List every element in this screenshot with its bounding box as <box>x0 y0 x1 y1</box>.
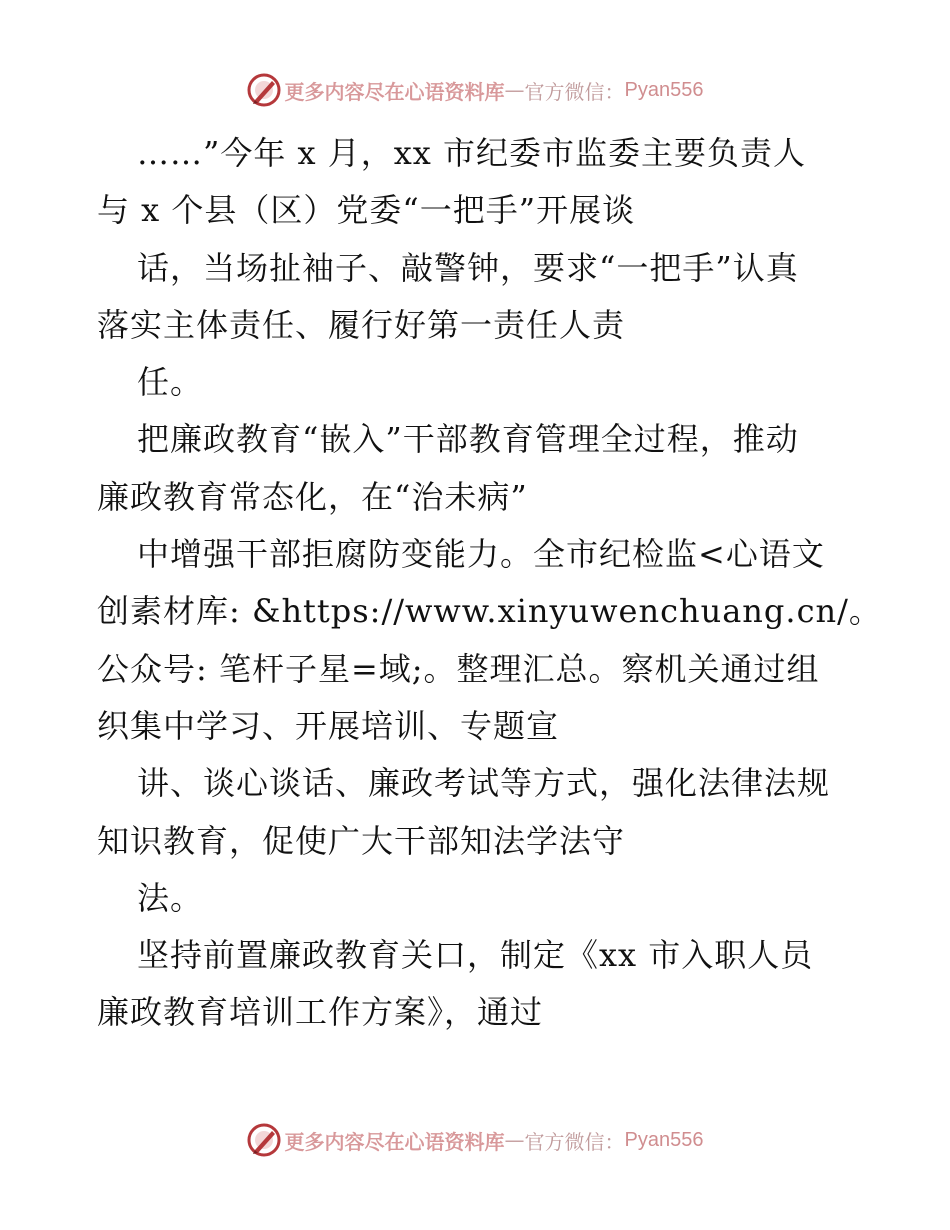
text-line: ……”今年 x 月，xx 市纪委市监委主要负责人 <box>137 134 807 172</box>
document-body <box>97 125 882 1042</box>
banner-wechat-label: 官方微信： <box>524 79 625 104</box>
banner-brand-text: 更多内容尽在心语资料库 <box>284 1129 505 1154</box>
text-line: 把廉政教育“嵌入”干部教育管理全过程，推动 <box>137 420 799 459</box>
text-line: 话，当场扯袖子、敲警钟，要求“一把手”认真 <box>137 248 799 287</box>
text-line: 知识教育，促使广大干部知法学法守 <box>97 821 626 860</box>
text-line: 坚持前置廉政教育关口，制定《xx 市入职人员 <box>137 936 814 975</box>
text-line: 与 x 个县（区）党委“一把手”开展谈 <box>97 191 636 230</box>
banner-wechat-label: 官方微信： <box>524 1129 625 1154</box>
text-line: 法。 <box>137 878 204 917</box>
banner-brand-text: 更多内容尽在心语资料库 <box>284 79 505 104</box>
text-line: 织集中学习、开展培训、专题宣 <box>97 706 560 745</box>
banner-account: Pyan556 <box>624 1128 704 1151</box>
text-line: 创素材库: &https://www.xinyuwenchuang.cn/。 <box>97 592 882 631</box>
banner-separator: — <box>504 1128 525 1152</box>
text-line: 中增强干部拒腐防变能力。全市纪检监<心语文 <box>137 535 825 574</box>
text-line: 公众号: 笔杆子星=域;。整理汇总。察机关通过组 <box>97 649 820 688</box>
text-line: 任。 <box>137 363 204 402</box>
text-line: 廉政教育培训工作方案》，通过 <box>97 993 544 1032</box>
text-line: 落实主体责任、履行好第一责任人责 <box>97 305 626 344</box>
text-line: 讲、谈心谈话、廉政考试等方式，强化法律法规 <box>137 764 831 803</box>
pen-logo-icon <box>247 73 281 107</box>
footer-banner <box>0 1120 950 1160</box>
pen-logo-icon <box>247 1123 281 1157</box>
banner-separator: — <box>504 78 525 102</box>
header-banner <box>0 70 950 110</box>
text-line: 廉政教育常态化，在“治未病” <box>97 477 528 516</box>
banner-account: Pyan556 <box>624 78 704 101</box>
